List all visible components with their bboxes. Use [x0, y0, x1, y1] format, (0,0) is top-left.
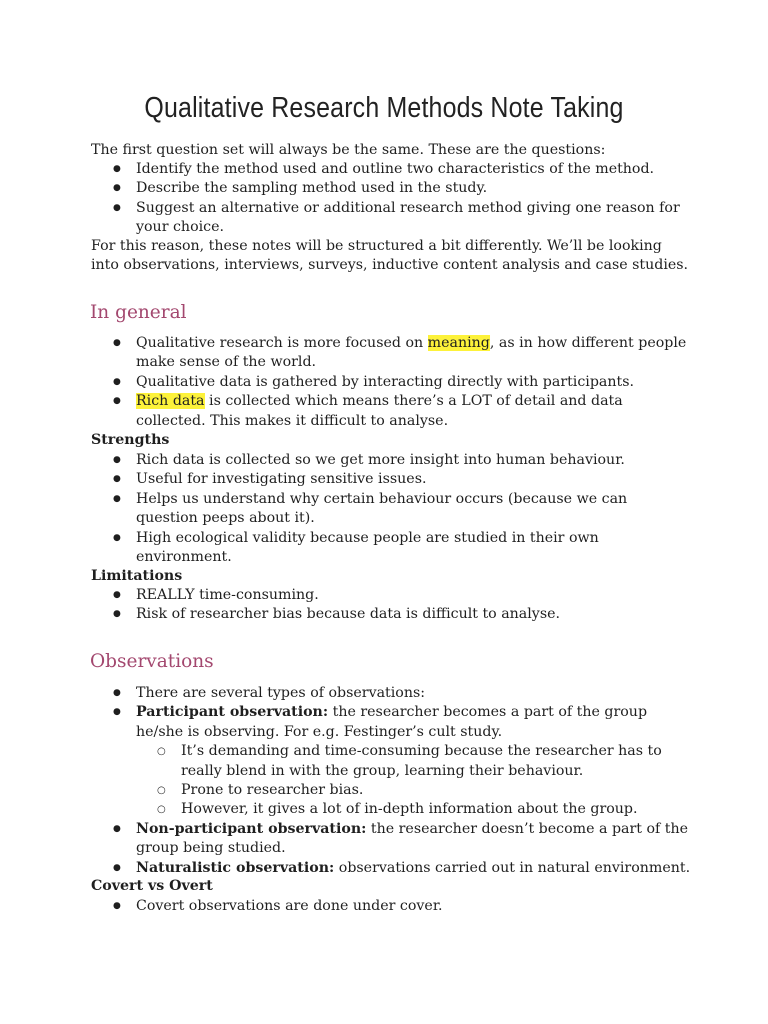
item-text: , as in how different people make sense of the world.: [136, 335, 687, 371]
intro-closing: For this reason, these notes will be structured a bit differently. We’ll be looking into observations, interviews, surveys, inductive content analysis and case studies.: [91, 238, 689, 274]
item-text: the researcher doesn’t become a part of the group being studied.: [136, 820, 689, 857]
highlighted-term: meaning: [427, 335, 490, 351]
item-text: observations carried out in natural environment.: [334, 859, 691, 876]
list-item: [91, 703, 691, 742]
question-item: ● Suggest an alternative or additional research method giving one reason for your choice.: [91, 199, 691, 238]
term-label: Naturalistic observation:: [136, 859, 335, 876]
intro-lead: The first question set will always be the same. These are the questions:: [91, 142, 606, 158]
list-item: ● Helps us understand why certain behaviour occurs (because we can question peeps about it).: [91, 490, 691, 529]
list-item: [91, 820, 691, 859]
strengths-label: Strengths: [91, 432, 170, 448]
observations-list: [91, 684, 691, 878]
section-heading-observations: Observations: [90, 651, 214, 672]
question-list: [91, 160, 691, 238]
limitations-list: [91, 586, 691, 625]
list-item: ● Useful for investigating sensitive issues.: [91, 470, 691, 489]
list-item: ● Risk of researcher bias because data is difficult to analyse.: [91, 605, 691, 624]
list-item: ● Qualitative data is gathered by interacting directly with participants.: [91, 373, 691, 392]
highlighted-term: Rich data: [136, 393, 205, 410]
sub-list-item: ○ Prone to researcher bias.: [91, 781, 691, 800]
sub-list-item: ○ It’s demanding and time-consuming because the researcher has to really blend in with the group, learning their behaviour.: [91, 742, 691, 781]
list-item: [91, 334, 691, 373]
item-text: Qualitative research is more focused on: [136, 335, 428, 351]
list-item: ● High ecological validity because people are studied in their own environment.: [91, 529, 691, 568]
question-item: ● Describe the sampling method used in the study.: [91, 179, 691, 198]
document-title: Qualitative Research Methods Note Taking: [144, 92, 624, 124]
sub-list-item: ○ However, it gives a lot of in-depth information about the group.: [91, 800, 691, 819]
item-text: the researcher becomes a part of the group he/she is observing. For e.g. Festinger’s cult study.: [136, 704, 648, 740]
covert-list: [91, 897, 691, 916]
list-item: ● There are several types of observations:: [91, 684, 691, 703]
term-label: Non-participant observation:: [136, 820, 367, 837]
list-item: ● REALLY time-consuming.: [91, 586, 691, 605]
list-item: ● Covert observations are done under cover.: [91, 897, 691, 916]
list-item: [91, 859, 691, 878]
list-item: [91, 392, 691, 431]
in-general-list: [91, 334, 691, 431]
question-item: ● Identify the method used and outline two characteristics of the method.: [91, 160, 691, 179]
list-item: ● Rich data is collected so we get more insight into human behaviour.: [91, 451, 691, 470]
term-label: Participant observation:: [136, 704, 329, 721]
item-text: is collected which means there’s a LOT of detail and data collected. This makes it difficult to analyse.: [136, 393, 623, 429]
limitations-label: Limitations: [91, 568, 183, 584]
covert-vs-overt-label: Covert vs Overt: [91, 878, 213, 894]
strengths-list: [91, 451, 691, 567]
section-heading-in-general: In general: [90, 302, 187, 323]
